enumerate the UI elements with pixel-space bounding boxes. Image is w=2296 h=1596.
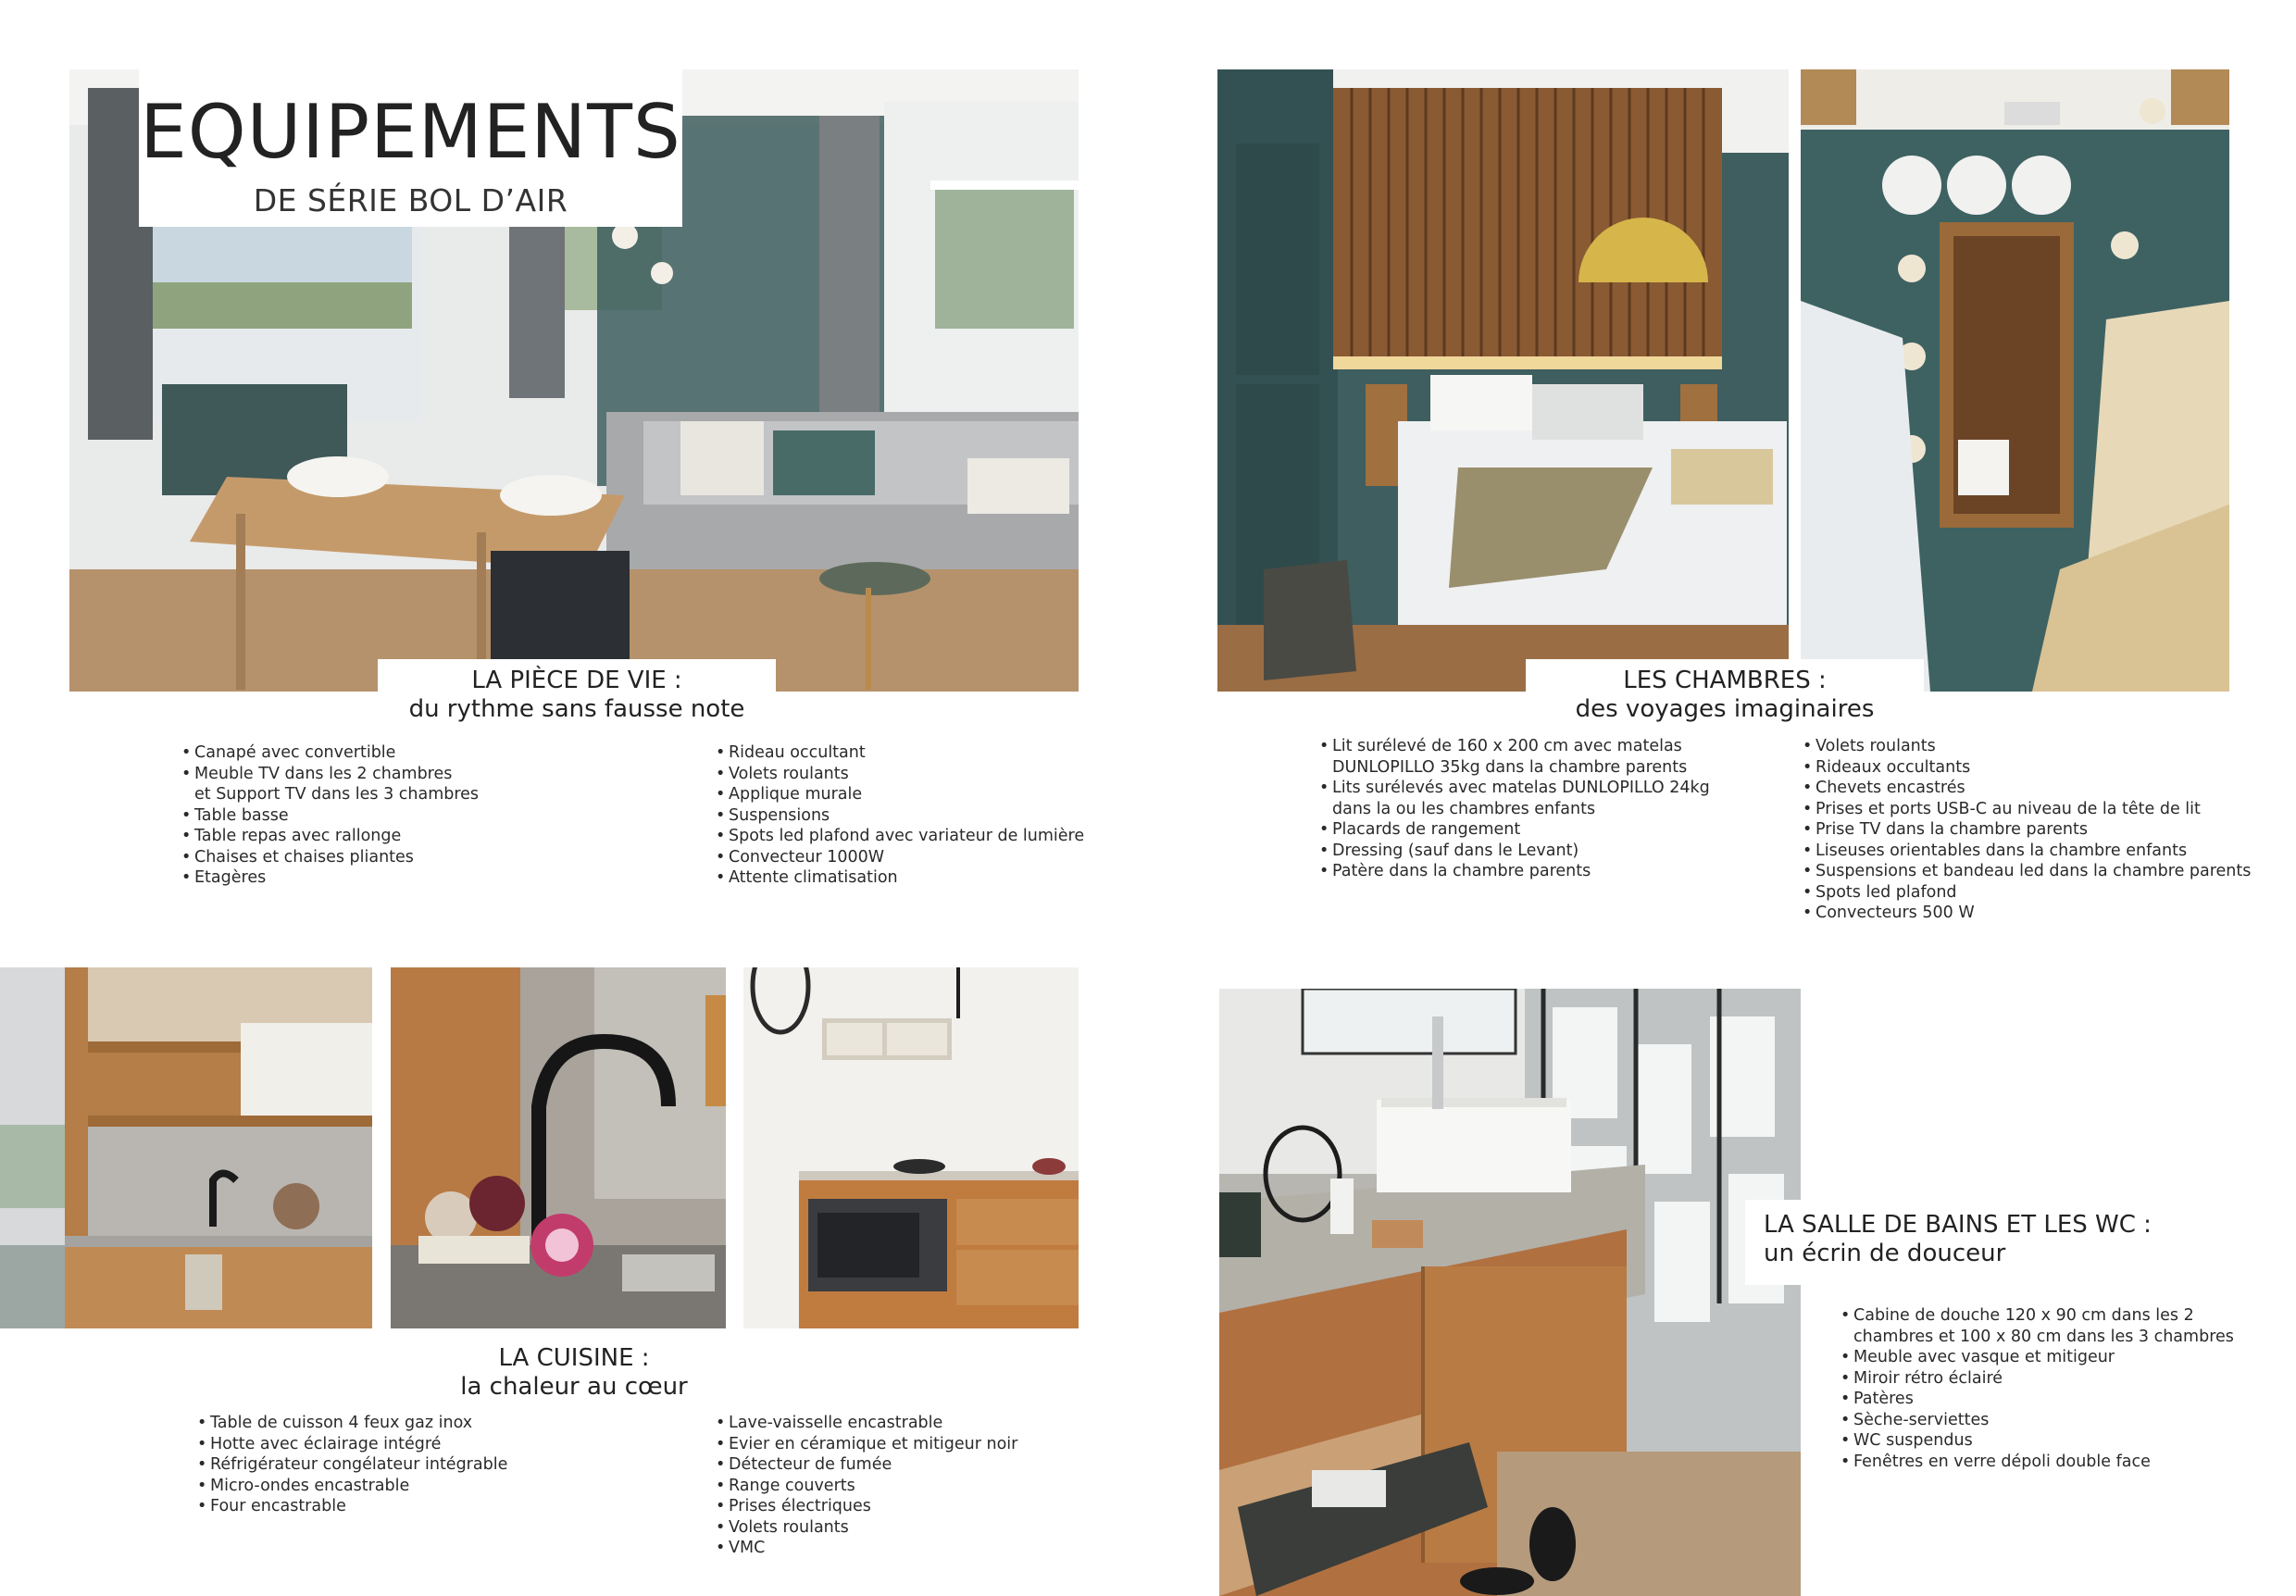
bedrooms-caption <box>1526 659 1924 731</box>
feature-item: • Détecteur de fumée <box>716 1454 1017 1476</box>
feature-item: • Lit surélevé de 160 x 200 cm avec matelas DUNLOPILLO 35kg dans la chambre parents <box>1319 736 1710 778</box>
bathroom-photo <box>1219 989 1801 1596</box>
feature-item: • Prises et ports USB-C au niveau de la tête de lit <box>1803 799 2251 820</box>
feature-item: • Spots led plafond <box>1803 882 2251 904</box>
feature-item: • Etagères <box>181 867 479 889</box>
feature-item: • Réfrigérateur congélateur intégrable <box>197 1454 507 1476</box>
bathroom-features <box>1841 1305 2234 1472</box>
bedrooms-heading: LES CHAMBRES : <box>1623 667 1827 694</box>
feature-item: • Meuble TV dans les 2 chambres et Support TV dans les 3 chambres <box>181 764 479 805</box>
living-features-right <box>716 742 1084 889</box>
feature-item: • Applique murale <box>716 784 1084 805</box>
feature-item: • WC suspendus <box>1841 1430 2234 1452</box>
feature-item: • Convecteurs 500 W <box>1803 903 2251 924</box>
feature-item: • Chevets encastrés <box>1803 778 2251 799</box>
feature-item: • Evier en céramique et mitigeur noir <box>716 1434 1017 1455</box>
living-subheading: du rythme sans fausse note <box>408 695 745 723</box>
feature-item: • Suspensions <box>716 805 1084 827</box>
feature-item: • Suspensions et bandeau led dans la chambre parents <box>1803 861 2251 882</box>
feature-item: • Table basse <box>181 805 479 827</box>
bedrooms-features-left <box>1319 736 1710 882</box>
feature-item: • Meuble avec vasque et mitigeur <box>1841 1347 2234 1368</box>
feature-item: • Volets roulants <box>716 764 1084 785</box>
kitchen-features-right <box>716 1413 1017 1559</box>
bedrooms-features-right <box>1803 736 2251 924</box>
feature-item: • Placards de rangement <box>1319 819 1710 841</box>
feature-item: • Patères <box>1841 1389 2234 1410</box>
bedroom-detail-photo <box>1801 69 2229 692</box>
feature-item: • Canapé avec convertible <box>181 742 479 764</box>
living-heading: LA PIÈCE DE VIE : <box>471 667 682 694</box>
feature-item: • Liseuses orientables dans la chambre enfants <box>1803 841 2251 862</box>
kitchen-heading: LA CUISINE : <box>498 1344 650 1372</box>
feature-item: • Miroir rétro éclairé <box>1841 1368 2234 1390</box>
title-box <box>139 69 682 227</box>
feature-item: • Fenêtres en verre dépoli double face <box>1841 1452 2234 1473</box>
bedroom-photo <box>1217 69 1789 692</box>
kitchen-photo-1 <box>0 967 372 1328</box>
feature-item: • Cabine de douche 120 x 90 cm dans les 2 chambres et 100 x 80 cm dans les 3 chambres <box>1841 1305 2234 1347</box>
feature-item: • Prise TV dans la chambre parents <box>1803 819 2251 841</box>
feature-item: • Spots led plafond avec variateur de lumière <box>716 826 1084 847</box>
feature-item: • Dressing (sauf dans le Levant) <box>1319 841 1710 862</box>
feature-item: • Hotte avec éclairage intégré <box>197 1434 507 1455</box>
feature-item: • Attente climatisation <box>716 867 1084 889</box>
kitchen-subheading: la chaleur au cœur <box>460 1373 688 1401</box>
feature-item: • Sèche-serviettes <box>1841 1410 2234 1431</box>
bathroom-subheading: un écrin de douceur <box>1764 1240 2006 1267</box>
feature-item: • Lits surélevés avec matelas DUNLOPILLO 24kg dans la ou les chambres enfants <box>1319 778 1710 819</box>
feature-item: • Four encastrable <box>197 1496 507 1517</box>
bathroom-heading: LA SALLE DE BAINS ET LES WC : <box>1764 1211 2152 1239</box>
feature-item: • VMC <box>716 1538 1017 1559</box>
kitchen-caption <box>370 1344 778 1409</box>
feature-item: • Rideaux occultants <box>1803 757 2251 779</box>
bedrooms-subheading: des voyages imaginaires <box>1575 695 1875 723</box>
kitchen-features-left <box>197 1413 507 1517</box>
feature-item: • Convecteur 1000W <box>716 847 1084 868</box>
feature-item: • Table repas avec rallonge <box>181 826 479 847</box>
page-title: EQUIPEMENTS <box>140 89 681 175</box>
feature-item: • Prises électriques <box>716 1496 1017 1517</box>
feature-item: • Table de cuisson 4 feux gaz inox <box>197 1413 507 1434</box>
bathroom-caption <box>1745 1200 2171 1285</box>
feature-item: • Volets roulants <box>1803 736 2251 757</box>
feature-item: • Rideau occultant <box>716 742 1084 764</box>
feature-item: • Micro-ondes encastrable <box>197 1476 507 1497</box>
living-caption <box>378 659 776 731</box>
kitchen-photo-2 <box>391 967 726 1328</box>
feature-item: • Chaises et chaises pliantes <box>181 847 479 868</box>
page-subtitle: DE SÉRIE BOL D’AIR <box>253 182 568 218</box>
feature-item: • Range couverts <box>716 1476 1017 1497</box>
feature-item: • Volets roulants <box>716 1517 1017 1539</box>
feature-item: • Lave-vaisselle encastrable <box>716 1413 1017 1434</box>
kitchen-photo-3 <box>743 967 1079 1328</box>
living-features-left <box>181 742 479 889</box>
feature-item: • Patère dans la chambre parents <box>1319 861 1710 882</box>
